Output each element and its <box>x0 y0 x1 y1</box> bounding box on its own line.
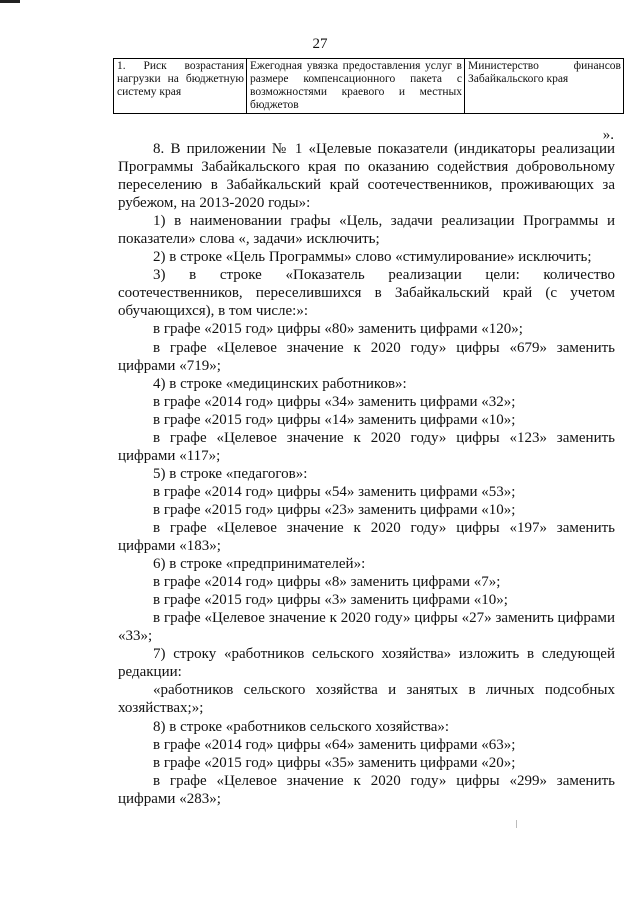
paragraph: в графе «Целевое значение к 2020 году» цифры «299» заменить цифрами «283»; <box>118 772 615 807</box>
paragraph: в графе «Целевое значение к 2020 году» цифры «679» заменить цифрами «719»; <box>118 339 615 374</box>
paragraph: «работников сельского хозяйства и занятых в личных подсобных хозяйствах;»; <box>118 682 615 717</box>
paragraph: в графе «2015 год» цифры «3» заменить цифрами «10»; <box>153 592 508 609</box>
paragraph: 4) в строке «медицинских работников»: <box>153 375 407 392</box>
paragraph: в графе «Целевое значение к 2020 году» цифры «123» заменить цифрами «117»; <box>118 429 615 464</box>
paragraph: 3) в строке «Показатель реализации цели: количество соотечественников, переселившихся в Забайкальский край (с учетом обучающихся), в том числе:»: <box>118 267 615 320</box>
corner-mark <box>0 0 20 3</box>
table-cell-risk: 1. Риск возрастания нагрузки на бюджетную систему края <box>114 59 247 114</box>
paragraph: в графе «2014 год» цифры «64» заменить цифрами «63»; <box>153 736 516 753</box>
paragraph: 2) в строке «Цель Программы» слово «стимулирование» исключить; <box>153 249 592 266</box>
paragraph: 1) в наименовании графы «Цель, задачи реализации Программы и показатели» слова «, задачи» исключить; <box>118 213 615 248</box>
paragraph: в графе «Целевое значение к 2020 году» цифры «27» заменить цифрами «33»; <box>118 610 615 645</box>
paragraph: 6) в строке «предпринимателей»: <box>153 556 366 573</box>
paragraph: в графе «2014 год» цифры «8» заменить цифрами «7»; <box>153 574 501 591</box>
table-cell-responsible: Министерство финансов Забайкальского края <box>465 59 624 114</box>
paragraph: в графе «2015 год» цифры «23» заменить цифрами «10»; <box>153 501 516 518</box>
paragraph: в графе «Целевое значение к 2020 году» цифры «197» заменить цифрами «183»; <box>118 519 615 555</box>
margin-mark <box>516 820 517 828</box>
paragraph: 5) в строке «педагогов»: <box>153 465 308 482</box>
paragraph: в графе «2015 год» цифры «14» заменить цифрами «10»; <box>153 411 516 428</box>
document-body <box>118 140 615 808</box>
table-cell-measure: Ежегодная увязка предоставления услуг в размере компенсационного пакета с возможностями краевого и местных бюджетов <box>247 59 465 114</box>
paragraph: в графе «2015 год» цифры «35» заменить цифрами «20»; <box>153 754 516 771</box>
paragraph: 8. В приложении № 1 «Целевые показатели (индикаторы реализации Программы Забайкальского края по оказанию содействия добровольному переселению в Забайкальский край соотечественников, проживающих за рубежом, на 2013-2020 годы»: <box>118 141 615 212</box>
paragraph: 8) в строке «работников сельского хозяйства»: <box>153 718 450 735</box>
paragraph: в графе «2014 год» цифры «54» заменить цифрами «53»; <box>153 483 516 500</box>
paragraph: в графе «2014 год» цифры «34» заменить цифрами «32»; <box>153 393 516 410</box>
page-number: 27 <box>312 36 328 52</box>
table-row <box>114 59 624 114</box>
measures-table <box>113 58 624 114</box>
paragraph: в графе «2015 год» цифры «80» заменить цифрами «120»; <box>153 321 523 338</box>
closing-quote: ». <box>602 127 614 143</box>
paragraph: 7) строку «работников сельского хозяйства» изложить в следующей редакции: <box>118 646 615 681</box>
